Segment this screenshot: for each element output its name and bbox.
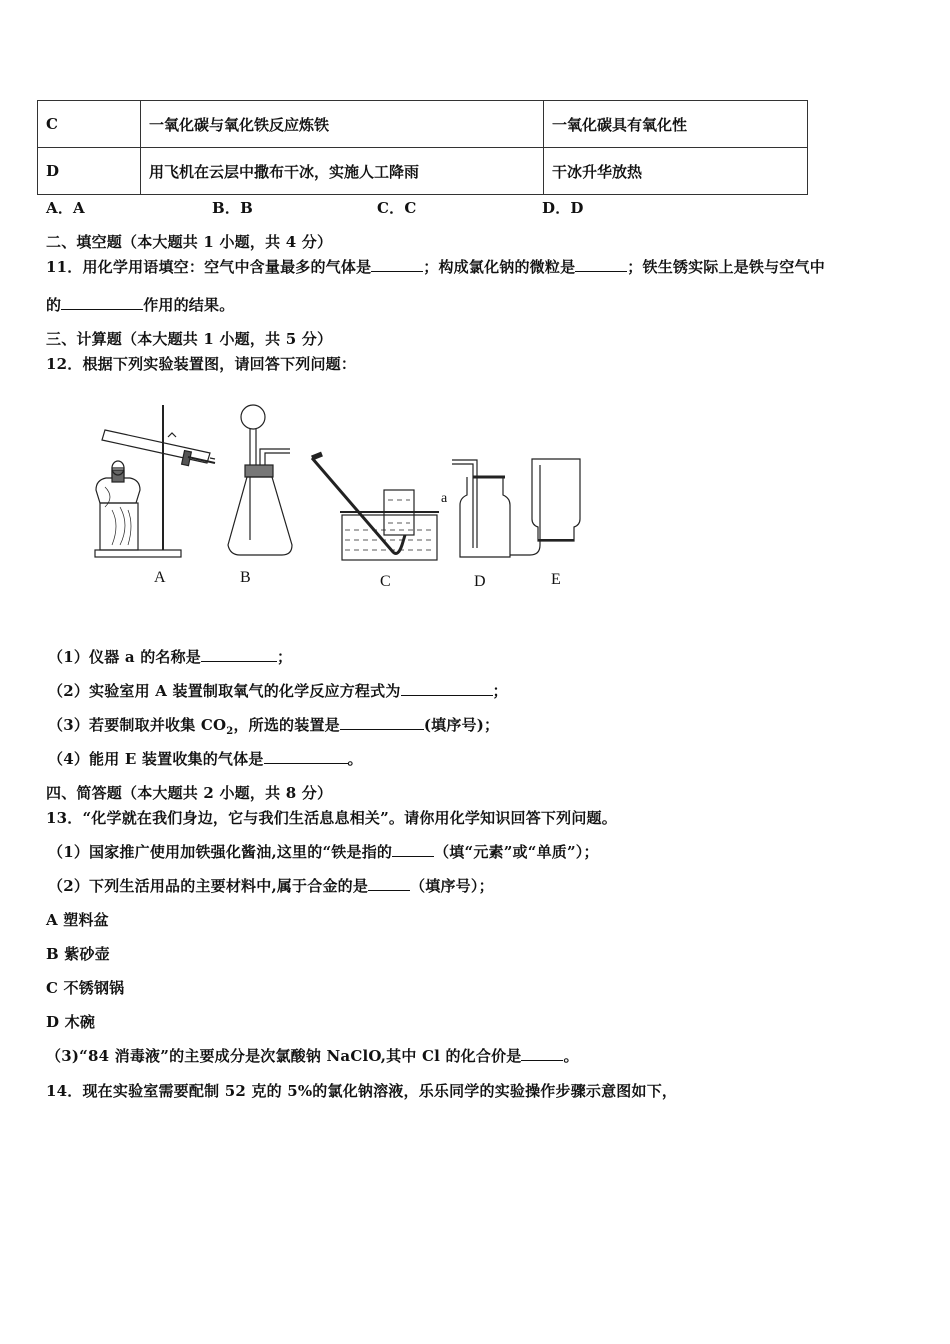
q-text: （2）实验室用 A 装置制取氧气的化学反应方程式为 (48, 682, 401, 700)
question-11-line1 (46, 257, 825, 277)
explanation-cell: 一氧化碳具有氧化性 (544, 101, 808, 148)
q11-text: ；铁生锈实际上是铁与空气中 (627, 258, 825, 276)
answer-blank[interactable] (521, 1046, 563, 1061)
answer-blank[interactable] (201, 647, 277, 662)
q11-text: 11．用化学用语填空：空气中含量最多的气体是 (46, 258, 372, 276)
question-12-4 (48, 749, 363, 769)
answer-blank[interactable] (575, 257, 627, 272)
q-text: （4）能用 E 装置收集的气体是 (48, 750, 264, 768)
section-heading: 二、填空题（本大题共 1 小题，共 4 分） (46, 233, 333, 251)
question-12: 12．根据下列实验装置图，请回答下列问题： (46, 355, 357, 373)
question-12-2 (48, 681, 508, 701)
question-11-line2 (46, 295, 234, 315)
answer-blank[interactable] (264, 749, 348, 764)
question-13: 13．“化学就在我们身边，它与我们生活息息相关”。请你用化学知识回答下列问题。 (46, 809, 617, 827)
choice-d[interactable]: D．D (542, 199, 584, 217)
question-13-1 (48, 842, 599, 862)
lab-apparatus-icon (80, 395, 600, 595)
choice-c[interactable]: C．C (377, 199, 417, 217)
q11-text: 作用的结果。 (143, 296, 235, 314)
q-text: 。 (563, 1047, 579, 1065)
q-text: （3)“84 消毒液”的主要成分是次氯酸钠 NaClO,其中 Cl 的化合价是 (46, 1047, 522, 1065)
q-text: （1）国家推广使用加铁强化酱油,这里的“铁是指的 (48, 843, 393, 861)
answer-blank[interactable] (340, 715, 424, 730)
figure-label-a: A (154, 569, 166, 586)
options-table (37, 100, 808, 195)
choice-a[interactable]: A．A (46, 199, 85, 217)
phenomenon-cell: 一氧化碳与氧化铁反应炼铁 (141, 101, 544, 148)
figure-label-c: C (380, 573, 391, 590)
answer-blank[interactable] (371, 257, 423, 272)
figure-label-d: D (474, 573, 486, 590)
option-c[interactable]: C 不锈钢锅 (46, 979, 125, 997)
q11-text: ；构成氯化钠的微粒是 (423, 258, 576, 276)
q-text: ； (492, 682, 508, 700)
answer-blank[interactable] (401, 681, 493, 696)
question-12-1 (48, 647, 292, 667)
option-b[interactable]: B 紫砂壶 (46, 945, 110, 963)
question-14: 14．现在实验室需要配制 52 克的 5%的氯化钠溶液，乐乐同学的实验操作步骤示意图如下， (46, 1082, 678, 1100)
q-text: （3）若要制取并收集 CO (48, 716, 227, 734)
figure-label-e: E (551, 571, 561, 588)
phenomenon-cell: 用飞机在云层中撒布干冰，实施人工降雨 (141, 148, 544, 195)
section-heading: 三、计算题（本大题共 1 小题，共 5 分） (46, 330, 333, 348)
question-12-3 (48, 715, 499, 742)
explanation-cell: 干冰升华放热 (544, 148, 808, 195)
apparatus-figure (80, 395, 600, 595)
section-heading: 四、简答题（本大题共 2 小题，共 8 分） (46, 784, 333, 802)
table-row (38, 101, 808, 148)
question-13-3 (46, 1046, 579, 1066)
q-text: 。 (347, 750, 363, 768)
q11-text: 的 (46, 296, 62, 314)
instrument-a-label: a (441, 491, 448, 506)
table-row (38, 148, 808, 195)
question-13-2 (48, 876, 494, 896)
q-text: ； (277, 648, 293, 666)
option-cell: D (38, 148, 141, 195)
answer-blank[interactable] (392, 842, 434, 857)
q-text: （填“元素”或“单质”）； (434, 843, 599, 861)
subscript: 2 (226, 726, 234, 737)
answer-blank[interactable] (61, 295, 143, 310)
option-a[interactable]: A 塑料盆 (46, 911, 109, 929)
option-d[interactable]: D 木碗 (46, 1013, 96, 1031)
q-text: （填序号）； (410, 877, 494, 895)
q-text: ，所选的装置是 (233, 716, 340, 734)
q-text: （2）下列生活用品的主要材料中,属于合金的是 (48, 877, 369, 895)
figure-label-b: B (240, 569, 251, 586)
q-text: (填序号)； (423, 716, 500, 734)
choice-b[interactable]: B．B (212, 199, 253, 217)
option-cell: C (38, 101, 141, 148)
q-text: （1）仪器 a 的名称是 (48, 648, 202, 666)
answer-blank[interactable] (368, 876, 410, 891)
